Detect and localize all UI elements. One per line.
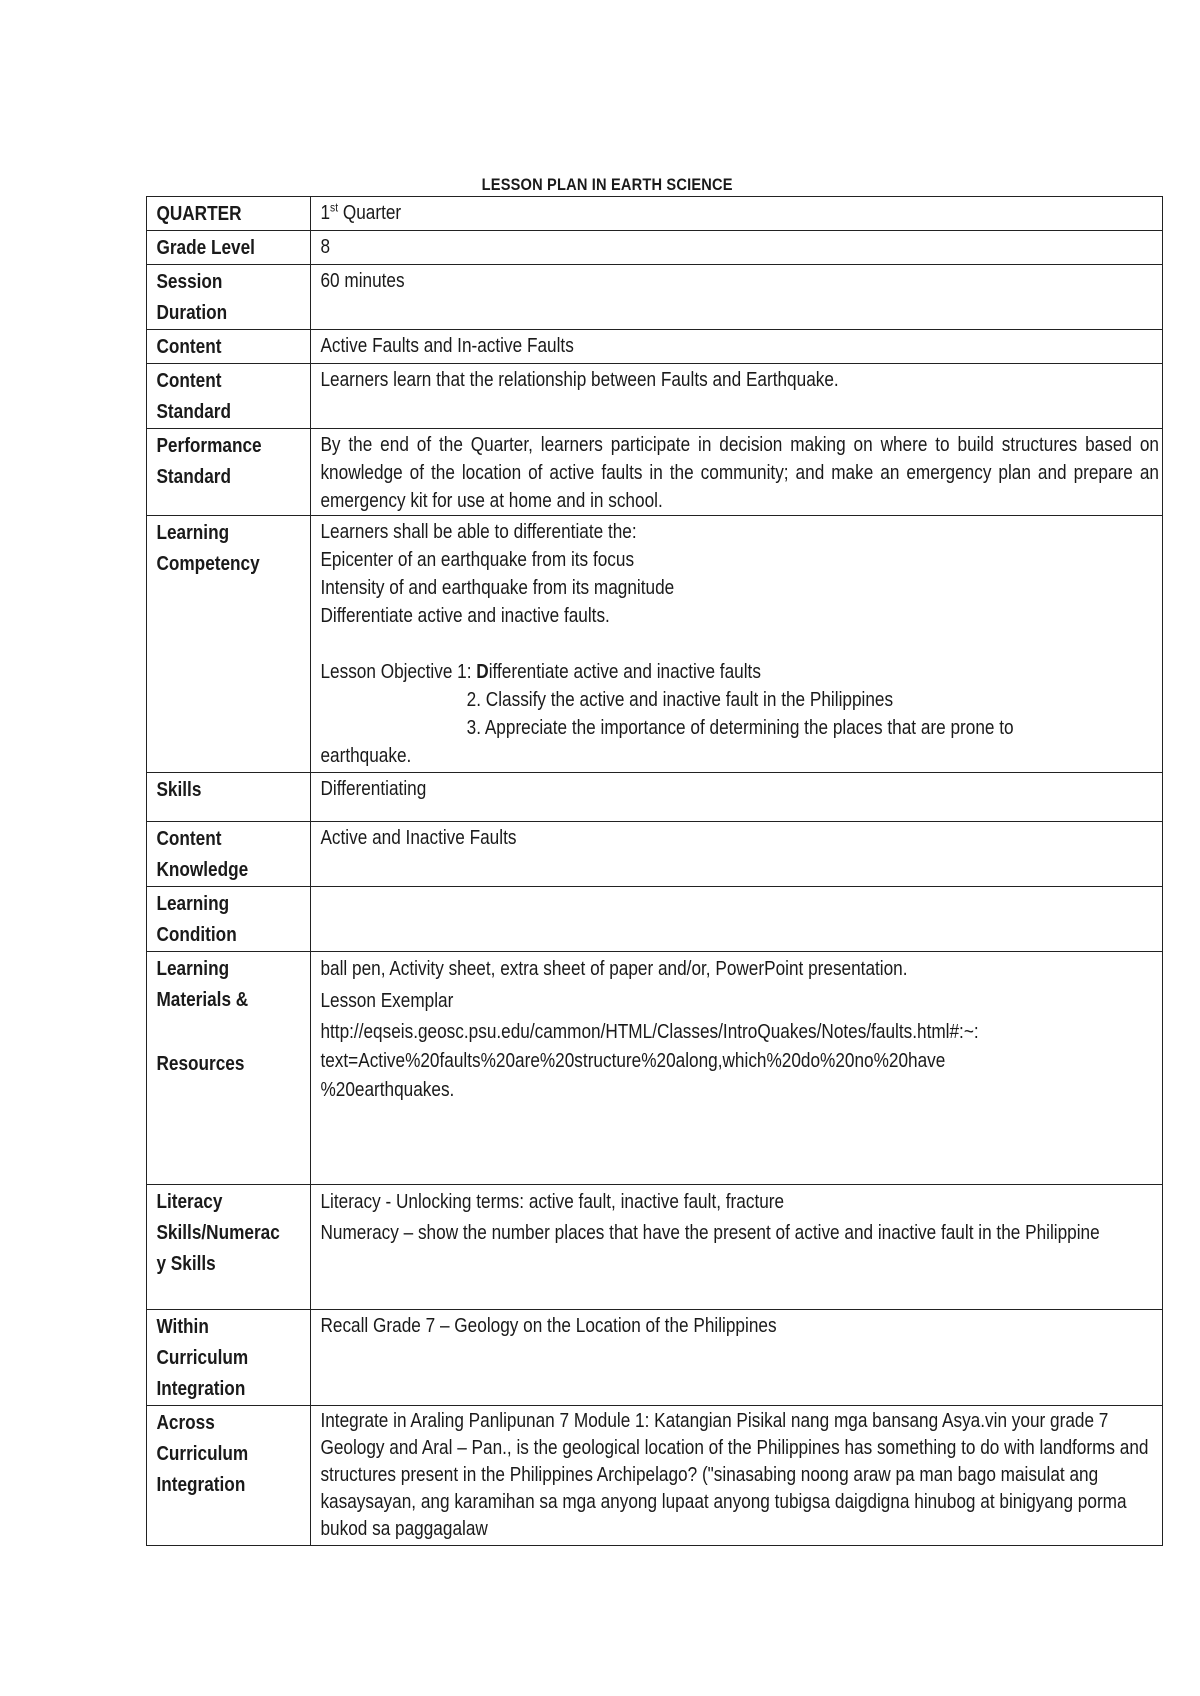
within-curriculum-label: Within Curriculum Integration (156, 1316, 249, 1400)
literacy-numeracy-label: Literacy Skills/Numerac y Skills (156, 1191, 280, 1275)
numeracy-line: Numeracy – show the number places that have the present of active and inactive fault in the Philippine (320, 1222, 1100, 1244)
content-label: Content (156, 336, 222, 358)
learning-competency-value (311, 516, 1159, 770)
competency-line: Intensity of and earthquake from its magnitude (320, 577, 675, 599)
materials-line: Lesson Exemplar (320, 990, 454, 1012)
content-standard-label: Content Standard (156, 370, 232, 423)
objective-3: 3. Appreciate the importance of determining the places that are prone to (466, 717, 1014, 739)
learning-competency-label: Learning Competency (156, 522, 260, 575)
within-curriculum-value: Recall Grade 7 – Geology on the Location of the Philippines (320, 1315, 777, 1337)
quarter-label: QUARTER (156, 203, 242, 225)
resource-url-line: text=Active%20faults%20are%20structure%20along,which%20do%20no%20have (320, 1050, 946, 1072)
content-value: Active Faults and In-active Faults (320, 335, 574, 357)
row-grade-level (147, 231, 1163, 265)
row-learning-materials (147, 952, 1163, 1185)
resource-url-line: %20earthquakes. (320, 1079, 455, 1101)
row-content (147, 330, 1163, 364)
quarter-rest: Quarter (338, 202, 402, 224)
row-content-knowledge (147, 822, 1163, 887)
objective-3-continued: earthquake. (320, 745, 412, 767)
across-curriculum-value: Integrate in Araling Panlipunan 7 Module 1: Katangian Pisikal nang mga bansang Asya.vin your grade 7 Geology and Aral – Pan., is the geological location of the Philippines has something to do with landforms and structures present in the Philippines Archipelago? ("sinasabing noong araw pa man bago maisulat ang kasaysayan, ang karamihan sa mga anyong lupaat anyong tubigsa daigdigna hinubog at binigyang porma bukod sa paggagalaw (320, 1410, 1149, 1540)
grade-level-label: Grade Level (156, 237, 255, 259)
row-session-duration (147, 265, 1163, 330)
skills-label: Skills (156, 779, 202, 801)
skills-value: Differentiating (320, 778, 427, 800)
objective-1: Lesson Objective 1: Differentiate active and inactive faults (320, 661, 761, 683)
competency-line: Differentiate active and inactive faults. (320, 605, 610, 627)
row-performance-standard (147, 429, 1163, 516)
performance-standard-value: By the end of the Quarter, learners participate in decision making on where to build structures based on knowledge of the location of active faults in the community; and make an emergency plan and prepare an emergency kit for use at home and in school. (320, 434, 1159, 512)
objective-2: 2. Classify the active and inactive fault in the Philippines (466, 689, 894, 711)
row-skills (147, 773, 1163, 822)
quarter-suffix: st (330, 200, 339, 215)
competency-line: Learners shall be able to differentiate the: (320, 521, 637, 543)
competency-line: Epicenter of an earthquake from its focus (320, 549, 635, 571)
document-title: LESSON PLAN IN EARTH SCIENCE (481, 175, 733, 194)
learning-condition-label: Learning Condition (156, 893, 237, 946)
across-curriculum-label: Across Curriculum Integration (156, 1412, 249, 1496)
learning-materials-value (311, 952, 1159, 1105)
learning-materials-label: Learning Materials & Resources (156, 958, 249, 1075)
content-knowledge-label: Content Knowledge (156, 828, 249, 881)
content-standard-value: Learners learn that the relationship between Faults and Earthquake. (320, 369, 839, 391)
materials-line: ball pen, Activity sheet, extra sheet of paper and/or, PowerPoint presentation. (320, 958, 908, 980)
session-duration-label: Session Duration (156, 271, 228, 324)
quarter-value (311, 197, 1159, 227)
content-knowledge-value: Active and Inactive Faults (320, 827, 517, 849)
literacy-numeracy-value (311, 1185, 1159, 1249)
lesson-plan-table (146, 196, 1163, 1546)
row-within-curriculum (147, 1310, 1163, 1406)
row-across-curriculum (147, 1406, 1163, 1546)
literacy-line: Literacy - Unlocking terms: active fault, inactive fault, fracture (320, 1191, 785, 1213)
row-learning-competency (147, 516, 1163, 773)
resource-url-line: http://eqseis.geosc.psu.edu/cammon/HTML/Classes/IntroQuakes/Notes/faults.html#:~: (320, 1021, 979, 1043)
learning-condition-value (311, 887, 1159, 889)
session-duration-value: 60 minutes (320, 270, 405, 292)
quarter-number: 1 (320, 202, 331, 224)
grade-level-value: 8 (320, 236, 331, 258)
row-quarter (147, 197, 1163, 231)
performance-standard-label: Performance Standard (156, 435, 262, 488)
row-content-standard (147, 364, 1163, 429)
row-learning-condition (147, 887, 1163, 952)
row-literacy-numeracy (147, 1185, 1163, 1310)
